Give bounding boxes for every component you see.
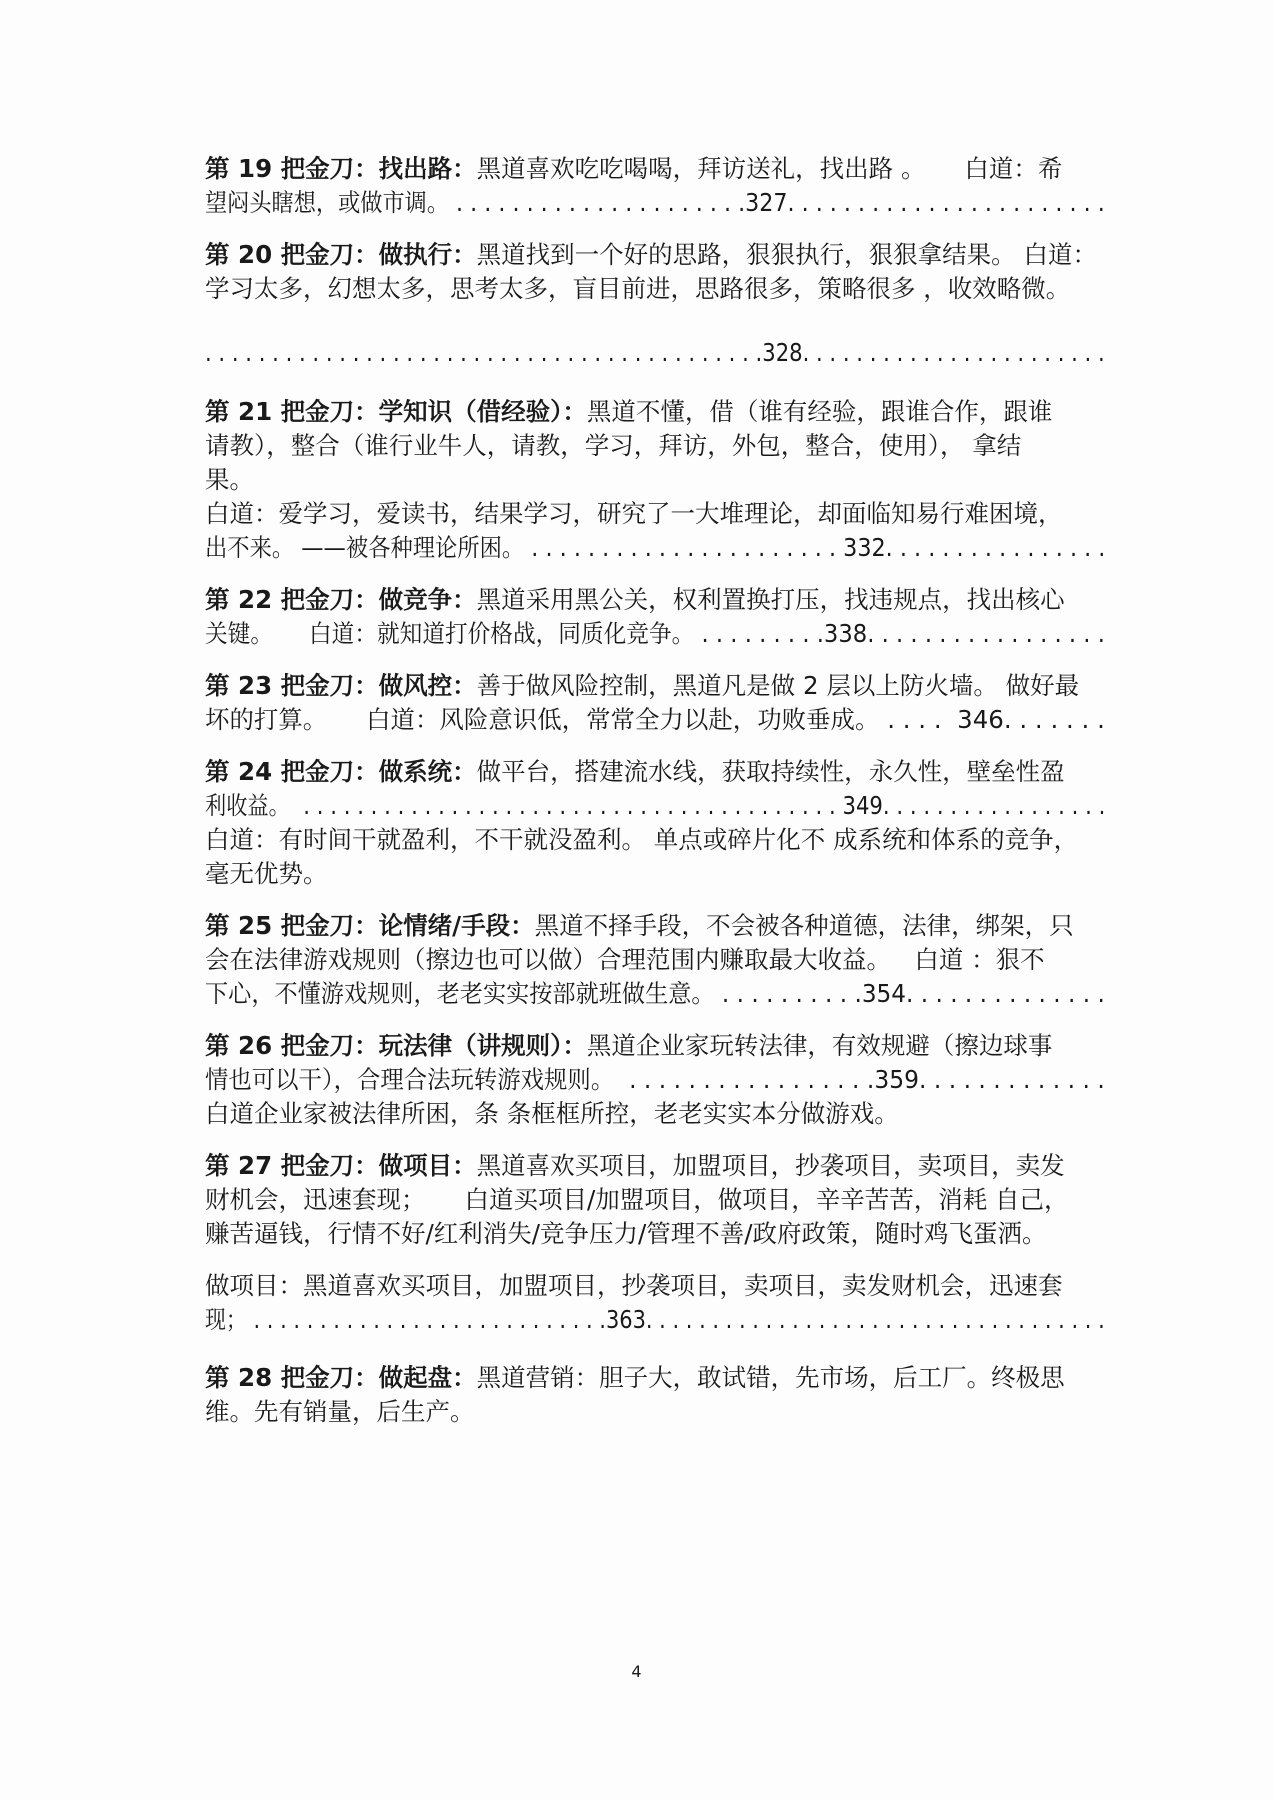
entry-line [205,583,1065,617]
entry-title: 第 27 把金刀：做项目： [205,1151,477,1180]
entry-line: 毫无优势。 [205,859,328,888]
entry-title: 第 26 把金刀：玩法律（讲规则）： [205,1031,587,1060]
entry-line: 关键。 白道：就知道打价格战，同质化竞争。 . . . . . . . . .338. . . . . . . . . . . . . . . . . [205,619,1105,648]
entry-line [205,669,1079,703]
entry-line: 会在法律游戏规则（擦边也可以做）合理范围内赚取最大收益。 白道 ：狠不 [205,945,1045,974]
entry-line: 做项目：黑道喜欢买项目，加盟项目，抄袭项目，卖项目，卖发财机会，迅速套 [205,1271,1063,1300]
entry-line: 白道：爱学习，爱读书，结果学习，研究了一大堆理论，却面临知易行难困境， [205,499,1063,528]
entry-line: 赚苦逼钱，行情不好/红利消失/竞争压力/管理不善/政府政策，随时鸡飞蛋洒。 [205,1219,1047,1248]
entry-text: 善于做风险控制，黑道凡是做 2 层以上防火墙。 做好最 [476,671,1080,700]
entry-line: 果。 [205,465,254,494]
entry-title: 第 20 把金刀：做执行： [205,240,477,269]
entry-line [205,1149,1065,1183]
entry-text: 做平台，搭建流水线，获取持续性，永久性，壁垒性盈 [476,757,1065,786]
entry-line: 现； . . . . . . . . . . . . . . . . . . . . . . . . . . .363. . . . . . . . . . . . . . . . . . . . . . . . . . . . . . . . . . . [205,1305,1105,1334]
entry-text: 黑道采用黑公关，权利置换打压，找违规点，找出核心 [476,585,1065,614]
entry-line: 学习太多，幻想太多，思考太多，盲目前进，思路很多，策略很多 ，收效略微。 [205,274,1071,303]
entry-title: 第 25 把金刀：论情绪/手段： [205,911,535,940]
entry-text: 黑道营销：胆子大，敢试错，先市场，后工厂。终极思 [476,1363,1065,1392]
entry-text: 黑道企业家玩转法律，有效规避（擦边球事 [586,1031,1053,1060]
entry-title: 第 28 把金刀：做起盘： [205,1363,477,1392]
entry-line: 利收益。 . . . . . . . . . . . . . . . . . . . . . . . . . . . . . . . . . . . . . . . . 349. . . . . . . . . . . . . . . . . [205,791,1106,820]
entry-text: 黑道找到一个好的思路，狠狠执行，狠狠拿结果。 白道： [476,240,1097,269]
entry-line [205,152,1062,186]
entry-line: 出不来。 ——被各种理论所困。 . . . . . . . . . . . . . . . . . . . . . . 332. . . . . . . . . . . . . . . . [205,533,1106,562]
entry-line: 维。先有销量，后生产。 [205,1397,475,1426]
entry-line: 财机会，迅速套现； 白道买项目/加盟项目，做项目，辛辛苦苦，消耗 自己， [205,1185,1069,1214]
entry-line: 望闷头瞎想，或做市调。 . . . . . . . . . . . . . . . . . . . . .327. . . . . . . . . . . . . . . . . . . . . . . [205,188,1105,217]
entry-line [205,238,1097,272]
entry-title: 第 22 把金刀：做竞争： [205,585,477,614]
entry-line [205,909,1074,943]
entry-title: 第 19 把金刀：找出路： [205,154,477,183]
entry-text: 黑道喜欢买项目，加盟项目，抄袭项目，卖项目，卖发 [476,1151,1065,1180]
entry-title: 第 23 把金刀：做风控： [205,671,477,700]
entry-line: 白道：有时间干就盈利，不干就没盈利。 单点或碎片化不 成系统和体系的竞争， [205,825,1079,854]
entry-line: 白道企业家被法律所困，条 条框框所控，老老实实本分做游戏。 [205,1099,899,1128]
entry-line [205,1361,1065,1395]
entry-line [205,1029,1052,1063]
entry-title: 第 21 把金刀：学知识（借经验）： [205,397,587,426]
entry-text: 黑道不择手段，不会被各种道德，法律，绑架，只 [534,911,1074,940]
entry-line: 情也可以干），合理合法玩转游戏规则。 . . . . . . . . . . . . . . . . .359. . . . . . . . . . . . . [205,1065,1105,1094]
entry-text: 黑道不懂，借（谁有经验，跟谁合作，跟谁 [586,397,1053,426]
entry-line: 请教），整合（谁行业牛人，请教，学习，拜访，外包，整合，使用）， 拿结 [205,431,1022,460]
entry-title: 第 24 把金刀：做系统： [205,757,477,786]
entry-line [205,755,1065,789]
entry-line [205,395,1052,429]
entry-line: . . . . . . . . . . . . . . . . . . . . . . . . . . . . . . . . . . . . . . . . . .328. . . . . . . . . . . . . . . . . . . . . . . [205,338,1105,367]
entry-line: 下心，不懂游戏规则，老老实实按部就班做生意。 . . . . . . . . . .354. . . . . . . . . . . . . . [205,979,1105,1008]
entry-text: 黑道喜欢吃吃喝喝，拜访送礼，找出路 。 白道：希 [476,154,1063,183]
entry-line: 坏的打算。 白道：风险意识低，常常全力以赴，功败垂成。 . . . . 346. . . . . . . [205,705,1105,734]
page-number: 4 [631,1662,642,1681]
